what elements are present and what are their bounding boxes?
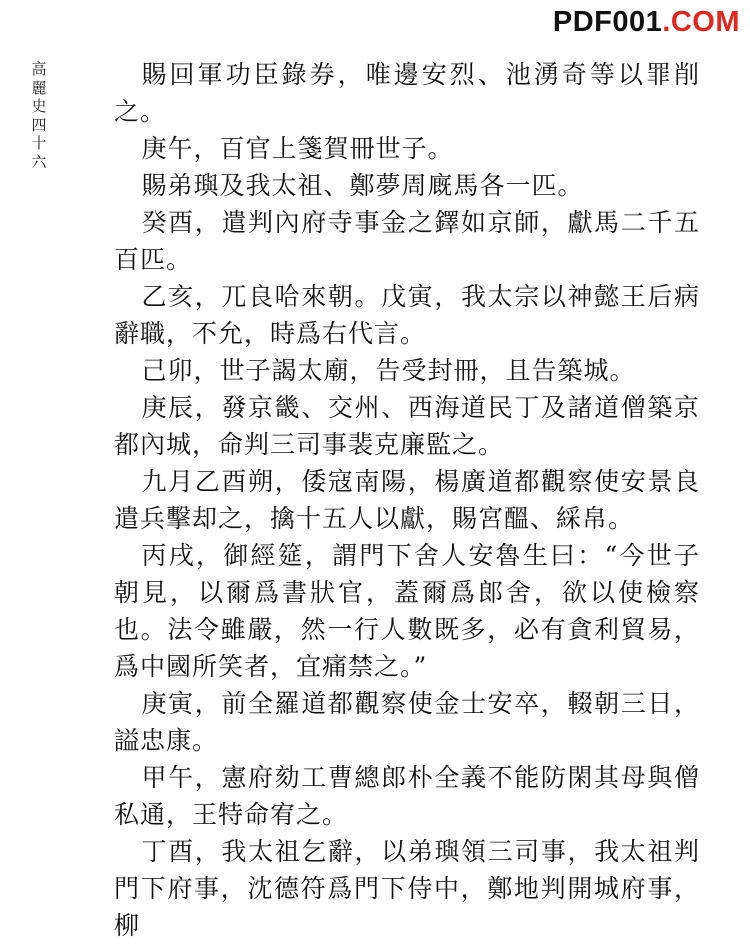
paragraph-4: 癸酉，遣判內府寺事金之鐸如京師，獻馬二千五百匹。 (114, 208, 700, 274)
side-title: 高麗史四十六 (31, 60, 47, 171)
page-body (114, 56, 700, 944)
paragraph-8: 九月乙酉朔，倭寇南陽，楊廣道都觀察使安景良遣兵擊却之，擒十五人以獻，賜宮醞、綵帛。 (114, 467, 700, 533)
paragraph-6: 己卯，世子謁太廟，告受封冊，且告築城。 (141, 356, 636, 385)
watermark-red-text: .COM (662, 6, 740, 38)
paragraph-7: 庚辰，發京畿、交州、西海道民丁及諸道僧築京都內城，命判三司事裴克廉監之。 (114, 393, 700, 459)
watermark (553, 6, 740, 39)
paragraph-11: 甲午，憲府劾工曹總郎朴全義不能防閑其母與僧私通，王特命宥之。 (114, 763, 700, 829)
paragraph-12: 丁酉，我太祖乞辭，以弟璵領三司事，我太祖判門下府事，沈德符爲門下侍中，鄭地判開城府事，柳 (114, 837, 700, 940)
paragraph-5: 乙亥，兀良哈來朝。戊寅，我太宗以神懿王后病辭職，不允，時爲右代言。 (114, 282, 700, 348)
paragraph-9: 丙戌，御經筵，謂門下舍人安魯生曰：“今世子朝見，以爾爲書狀官，蓋爾爲郎舍，欲以使檢察也。法令雖嚴，然一行人數既多，必有貪利貿易，爲中國所笑者，宜痛禁之。” (114, 541, 700, 681)
paragraph-1: 賜回軍功臣錄券，唯邊安烈、池湧奇等以罪削之。 (114, 60, 700, 126)
paragraph-10: 庚寅，前全羅道都觀察使金士安卒，輟朝三日，謚忠康。 (114, 689, 700, 755)
watermark-black-text: PDF001 (552, 6, 663, 38)
paragraph-2: 庚午，百官上箋賀冊世子。 (141, 134, 454, 163)
paragraph-3: 賜弟璵及我太祖、鄭夢周廐馬各一匹。 (141, 171, 584, 200)
